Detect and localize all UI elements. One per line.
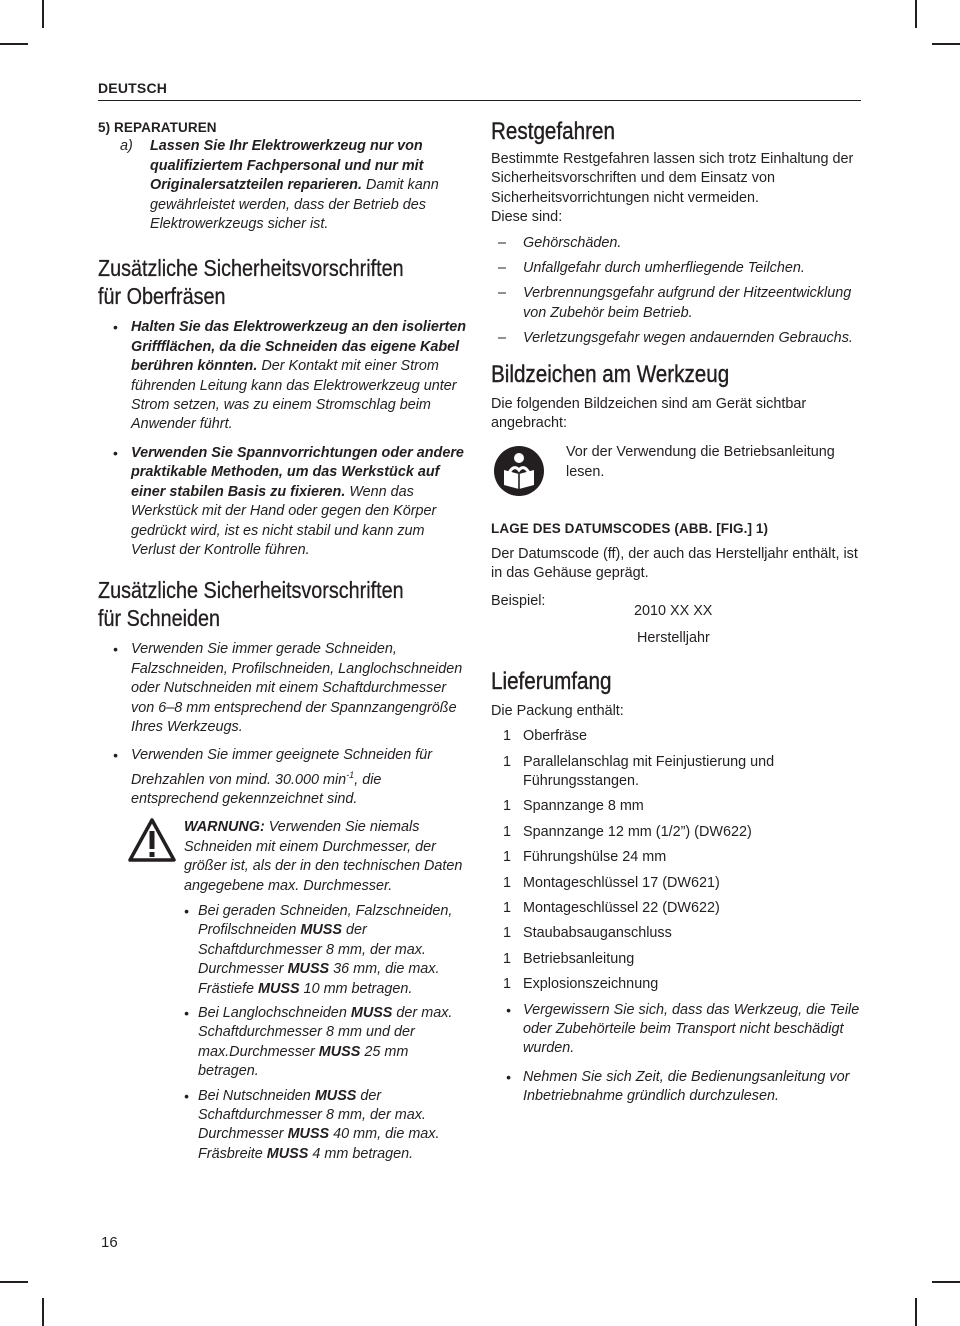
crop-mark xyxy=(0,1281,28,1283)
right-column xyxy=(491,118,863,1116)
page-number: 16 xyxy=(101,1234,118,1251)
list-item: – Verbrennungsgefahr aufgrund der Hitzeentwicklung von Zubehör beim Betrieb. xyxy=(491,284,863,323)
list-item xyxy=(491,848,863,867)
list-item xyxy=(491,924,863,943)
list-item xyxy=(184,1004,470,1082)
list-item xyxy=(491,753,863,792)
residual-lead: Diese sind: xyxy=(491,209,563,226)
bullet-text: , die entsprechend gekennzeichnet sind. xyxy=(131,771,382,807)
repair-heading: 5) REPARATUREN xyxy=(98,120,217,135)
repair-text-block xyxy=(150,137,470,234)
item-qty: 1 xyxy=(503,823,512,840)
item-qty: 1 xyxy=(503,899,512,916)
must-emphasis: MUSS xyxy=(318,1043,361,1060)
list-item xyxy=(98,746,470,809)
sub-text: der Schaftdurchmesser 8 mm, der max. Durchmesser xyxy=(198,922,426,978)
list-item xyxy=(184,902,470,999)
language-label: DEUTSCH xyxy=(98,80,168,96)
residual-list xyxy=(491,234,863,349)
repair-marker: a) xyxy=(120,138,133,155)
cutter-bullets xyxy=(98,640,470,809)
sub-text: 4 mm betragen. xyxy=(308,1145,414,1162)
router-bullets xyxy=(98,318,470,560)
left-column xyxy=(98,118,470,1169)
residual-intro: Bestimmte Restgefahren lassen sich trotz Einhaltung der Sicherheitsvorschriften und dem Einsatz von Sicherheitsvorrichtungen nicht vermeiden. xyxy=(491,151,854,206)
item-qty: 1 xyxy=(503,728,512,745)
list-item: – Gehörschäden. xyxy=(491,234,863,253)
list-item xyxy=(491,899,863,918)
list-item: • Vergewissern Sie sich, dass das Werkzeug, die Teile oder Zubehörteile beim Transport nicht beschädigt wurden. xyxy=(491,1001,863,1059)
cutter-heading-line1: Zusätzliche Sicherheitsvorschriften xyxy=(98,577,404,604)
sub-text: 36 mm, die max. Frästiefe xyxy=(198,961,440,997)
crop-mark xyxy=(915,1298,917,1326)
scope-heading: Lieferumfang xyxy=(491,667,612,695)
item-label: Montageschlüssel 22 (DW622) xyxy=(523,899,720,916)
item-qty: 1 xyxy=(503,753,512,770)
list-item xyxy=(491,975,863,994)
item-label: Führungshülse 24 mm xyxy=(523,849,667,866)
symbol-manual-text: Vor der Verwendung die Betriebsanleitung lesen. xyxy=(566,444,835,480)
item-qty: 1 xyxy=(503,798,512,815)
sub-text: Bei geraden Schneiden, Falzschneiden, Profilschneiden xyxy=(198,902,453,939)
symbol-row xyxy=(491,441,863,507)
must-emphasis: MUSS xyxy=(300,922,342,939)
sub-text: Bei Langlochschneiden xyxy=(198,1005,351,1022)
router-heading-line1: Zusätzliche Sicherheitsvorschriften xyxy=(98,255,404,282)
item-qty: 1 xyxy=(503,925,512,942)
list-item: • Verwenden Sie immer gerade Schneiden, Falzschneiden, Profilschneiden, Langlochschneiden oder Nutschneiden mit einem Schaftdurchmesser von 6–8 mm entsprechend der Spannzangengröße Ihres Werkzeugs. xyxy=(98,640,470,737)
read-manual-icon xyxy=(493,445,545,497)
example-caption: Herstelljahr xyxy=(637,629,710,646)
residual-heading: Restgefahren xyxy=(491,118,615,145)
list-item xyxy=(98,444,470,560)
list-item xyxy=(491,950,863,969)
repair-item xyxy=(98,137,470,234)
sub-text: 10 mm betragen. xyxy=(299,980,413,997)
list-item xyxy=(491,874,863,893)
list-item xyxy=(184,1087,470,1165)
must-emphasis: MUSS xyxy=(314,1087,357,1104)
warning-triangle-icon xyxy=(128,818,176,862)
repair-text: Damit kann gewährleistet werden, dass der Betrieb des Elektrowerkzeugs sicher ist. xyxy=(150,177,439,233)
item-label: Oberfräse xyxy=(523,728,587,745)
bullet-bold: Halten Sie das Elektrowerkzeug an den isolierten Griffflächen, da die Schneiden das eigene Kabel berühren könnten. xyxy=(131,319,467,375)
must-emphasis: MUSS xyxy=(257,980,300,997)
list-item xyxy=(491,797,863,816)
item-qty: 1 xyxy=(503,874,512,891)
list-item: – Verletzungsgefahr wegen andauernden Gebrauchs. xyxy=(491,329,863,348)
item-label: Spannzange 8 mm xyxy=(523,798,644,815)
item-label: Parallelanschlag mit Feinjustierung und Führungsstangen. xyxy=(523,753,775,789)
warning-paragraph xyxy=(184,818,470,896)
must-emphasis: MUSS xyxy=(287,961,330,978)
item-qty: 1 xyxy=(503,849,512,866)
date-text: Der Datumscode (ff), der auch das Herstelljahr enthält, ist in das Gehäuse geprägt. xyxy=(491,545,858,582)
item-label: Staubabsauganschluss xyxy=(523,925,672,942)
must-emphasis: MUSS xyxy=(287,1126,330,1143)
sub-text: 40 mm, die max. Fräsbreite xyxy=(198,1126,440,1162)
warning-label: WARNUNG: xyxy=(184,819,265,836)
bullet-text: Der Kontakt mit einer Strom führenden Leitung kann das Elektrowerkzeug unter Strom setzen, was zu einem Stromschlag beim Anwender führt. xyxy=(131,358,457,433)
list-item xyxy=(98,318,470,434)
scope-list xyxy=(491,727,863,994)
date-heading: LAGE DES DATUMSCODES (ABB. [FIG.] 1) xyxy=(491,521,769,537)
item-label: Betriebsanleitung xyxy=(523,950,635,967)
list-item: – Unfallgefahr durch umherfliegende Teilchen. xyxy=(491,259,863,278)
item-label: Explosionszeichnung xyxy=(523,976,659,993)
cutter-heading-line2: für Schneiden xyxy=(98,605,221,632)
example-code: 2010 XX XX xyxy=(634,602,713,619)
symbols-intro: Die folgenden Bildzeichen sind am Gerät sichtbar angebracht: xyxy=(491,395,807,432)
list-item xyxy=(491,727,863,746)
bullet-text: Wenn das Werkstück mit der Hand oder gegen den Körper gedrückt wird, ist es nicht stabil und kann zum Verlust der Kontrolle führen. xyxy=(131,483,437,558)
crop-mark xyxy=(932,1281,960,1283)
crop-mark xyxy=(42,0,44,28)
repair-bold: Lassen Sie Ihr Elektrowerkzeug nur von qualifiziertem Fachpersonal und nur mit Originalersatzteilen reparieren. xyxy=(150,138,424,194)
symbols-heading: Bildzeichen am Werkzeug xyxy=(491,360,730,388)
crop-mark xyxy=(0,43,28,45)
example-block xyxy=(491,592,863,650)
must-emphasis: MUSS xyxy=(266,1145,309,1162)
sub-text: der Schaftdurchmesser 8 mm, der max. Durchmesser xyxy=(198,1087,426,1143)
item-label: Spannzange 12 mm (1/2”) (DW622) xyxy=(523,823,752,840)
warning-text: Verwenden Sie niemals Schneiden mit einem Durchmesser, der größer ist, als der in den technischen Daten angegebene max. Durchmesser. xyxy=(184,819,463,894)
router-heading-line2: für Oberfräsen xyxy=(98,283,226,310)
scope-intro: Die Packung enthält: xyxy=(491,702,624,719)
list-item xyxy=(491,823,863,842)
crop-mark xyxy=(915,0,917,28)
scope-bullets xyxy=(491,1001,863,1107)
header-rule xyxy=(98,100,861,101)
warning-block xyxy=(98,818,470,1164)
sub-text: der max. Schaftdurchmesser 8 mm und der max.Durchmesser xyxy=(198,1005,453,1060)
item-qty: 1 xyxy=(503,950,512,967)
list-item: • Nehmen Sie sich Zeit, die Bedienungsanleitung vor Inbetriebnahme gründlich durchzulesen. xyxy=(491,1068,863,1107)
item-qty: 1 xyxy=(503,976,512,993)
warning-sub-list xyxy=(184,902,470,1164)
sub-text: Bei Nutschneiden xyxy=(198,1087,315,1104)
bullet-text: Verwenden Sie immer geeignete Schneiden für Drehzahlen von mind. 30.000 min xyxy=(131,747,433,788)
crop-mark xyxy=(42,1298,44,1326)
must-emphasis: MUSS xyxy=(350,1005,393,1022)
sub-text: 25 mm betragen. xyxy=(198,1043,409,1080)
example-label: Beispiel: xyxy=(491,592,546,609)
bullet-bold: Verwenden Sie Spannvorrichtungen oder andere praktikable Methoden, um das Werkstück auf einer stabilen Basis zu fixieren. xyxy=(131,444,464,500)
superscript: -1 xyxy=(346,769,355,780)
crop-mark xyxy=(932,43,960,45)
item-label: Montageschlüssel 17 (DW621) xyxy=(523,874,720,891)
